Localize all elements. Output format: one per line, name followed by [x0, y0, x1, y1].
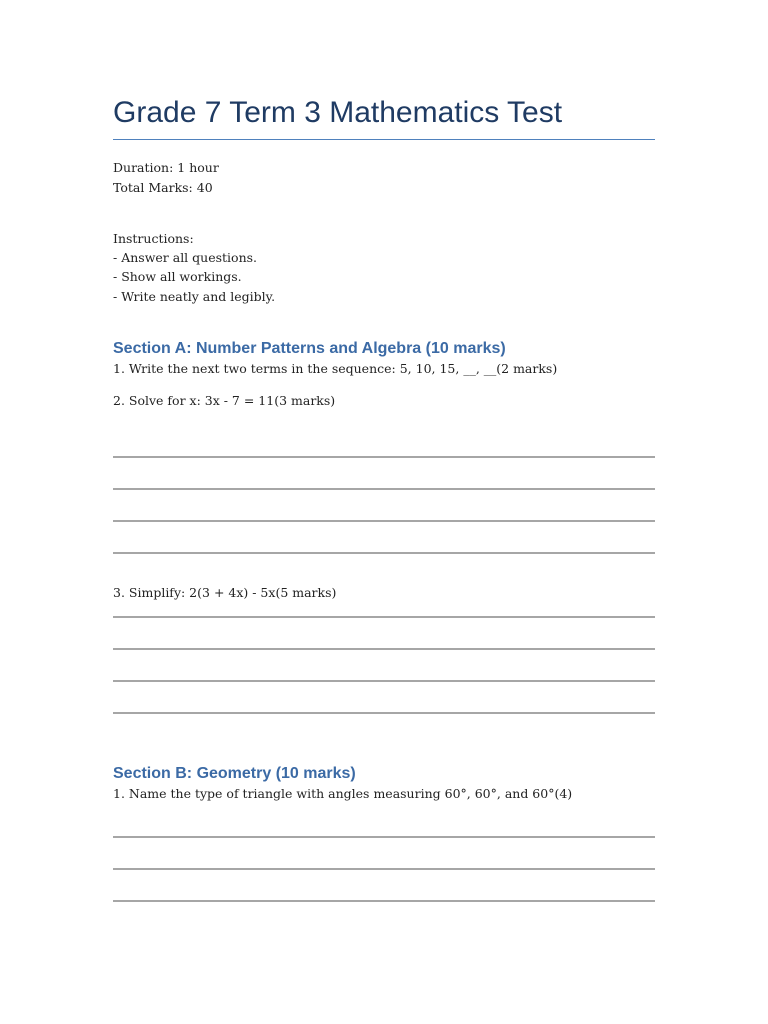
answer-line[interactable] — [113, 648, 655, 650]
answer-line[interactable] — [113, 836, 655, 838]
section-b-heading: Section B: Geometry (10 marks) — [113, 765, 356, 782]
answer-line[interactable] — [113, 552, 655, 554]
section-a-heading: Section A: Number Patterns and Algebra (10 marks) — [113, 340, 506, 357]
answer-line[interactable] — [113, 900, 655, 902]
answer-line[interactable] — [113, 680, 655, 682]
duration-text: Duration: 1 hour — [113, 160, 219, 175]
answer-line[interactable] — [113, 488, 655, 490]
answer-line[interactable] — [113, 712, 655, 714]
instructions-heading: Instructions: — [113, 231, 194, 246]
instruction-item: - Write neatly and legibly. — [113, 289, 276, 304]
instruction-item: - Answer all questions. — [113, 250, 258, 265]
question-b1: 1. Name the type of triangle with angles measuring 60°, 60°, and 60°(4) — [113, 786, 573, 801]
question-a1: 1. Write the next two terms in the sequence: 5, 10, 15, __, __(2 marks) — [113, 361, 558, 376]
question-a3: 3. Simplify: 2(3 + 4x) - 5x(5 marks) — [113, 585, 337, 600]
title-divider — [113, 139, 655, 140]
page-title: Grade 7 Term 3 Mathematics Test — [113, 96, 563, 129]
instruction-item: - Show all workings. — [113, 269, 242, 284]
answer-line[interactable] — [113, 616, 655, 618]
total-marks-text: Total Marks: 40 — [113, 180, 213, 195]
answer-line[interactable] — [113, 520, 655, 522]
question-a2: 2. Solve for x: 3x - 7 = 11(3 marks) — [113, 393, 336, 408]
answer-line[interactable] — [113, 868, 655, 870]
answer-line[interactable] — [113, 456, 655, 458]
